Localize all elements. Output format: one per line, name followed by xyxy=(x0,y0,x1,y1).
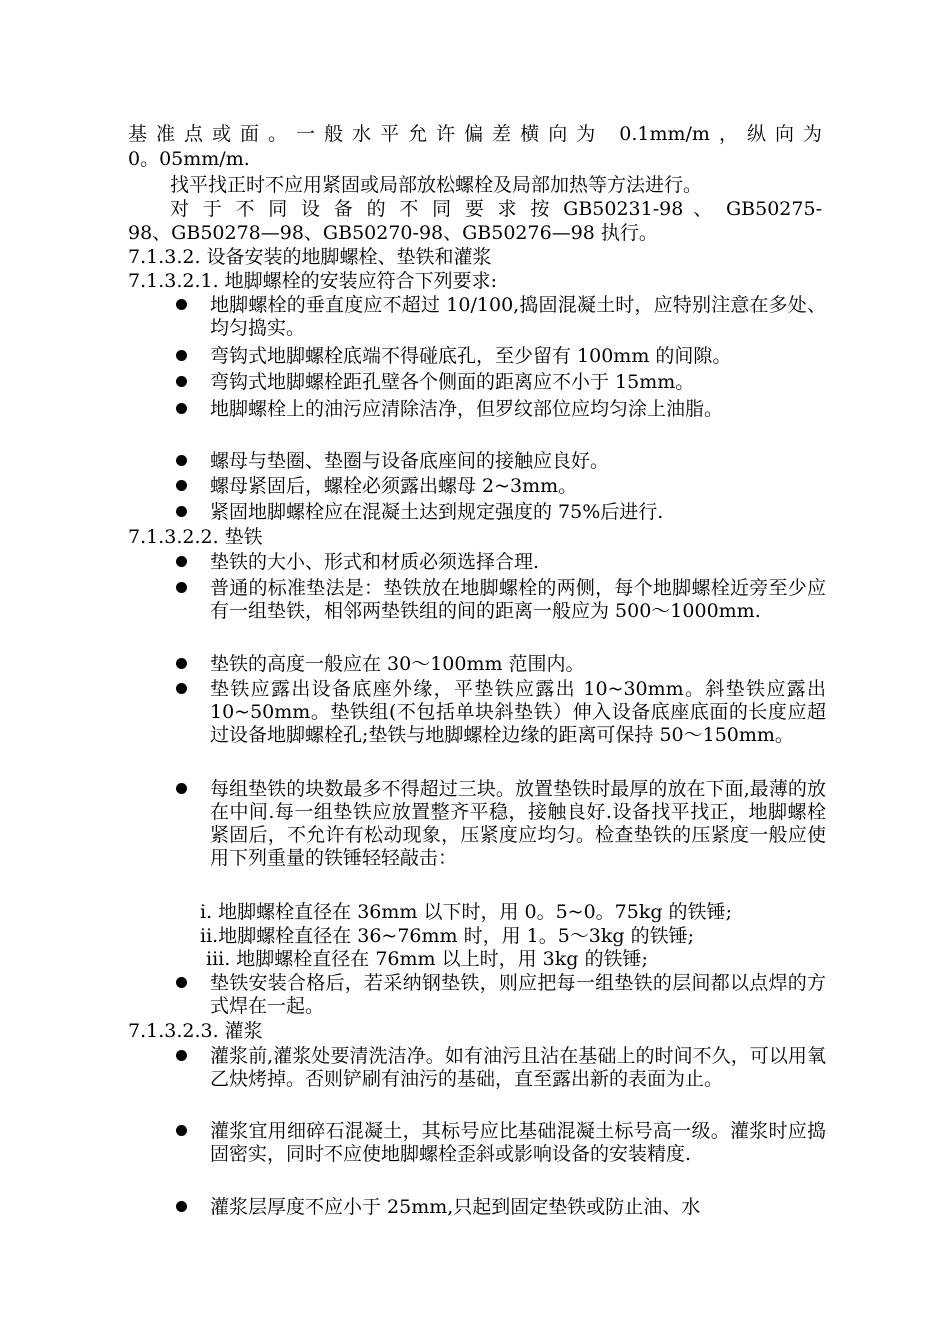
bullet-icon xyxy=(176,556,187,567)
bullet-icon xyxy=(176,455,187,466)
list-item xyxy=(176,972,826,1018)
bullet-icon xyxy=(176,376,187,387)
list-item xyxy=(176,653,826,676)
intro-line-5: 98、GB50278—98、GB50270-98、GB50276—98 执行。 xyxy=(128,222,658,244)
bullet-icon xyxy=(176,1050,187,1061)
section-heading-anchor-bolts: 7.1.3.2. 设备安装的地脚螺栓、垫铁和灌浆 xyxy=(128,246,492,268)
subsection-heading-anchor-requirements: 7.1.3.2.1. 地脚螺栓的安装应符合下列要求: xyxy=(128,270,498,292)
list-item-text: 螺母紧固后，螺栓必须露出螺母 2~3mm。 xyxy=(210,475,578,497)
list-item-text: 弯钩式地脚螺栓底端不得碰底孔，至少留有 100mm 的间隙。 xyxy=(210,345,732,367)
bullet-icon xyxy=(176,658,187,669)
list-item-text: 灌浆前,灌浆处要清洗洁净。如有油污且沾在基础上的时间不久，可以用氧乙炔烤掉。否则铲刷有油污的基础，直至露出新的表面为止。 xyxy=(210,1045,826,1090)
list-item xyxy=(176,371,826,394)
bullet-icon xyxy=(176,299,187,310)
list-item xyxy=(176,294,826,340)
list-item-text: 灌浆层厚度不应小于 25mm,只起到固定垫铁或防止油、水 xyxy=(210,1196,701,1218)
list-item xyxy=(176,551,826,574)
list-item-text: 垫铁的大小、形式和材质必须选择合理. xyxy=(210,551,540,573)
section-heading-shims: 7.1.3.2.2. 垫铁 xyxy=(128,526,263,548)
list-item-text: 灌浆宜用细碎石混凝土，其标号应比基础混凝土标号高一级。灌浆时应捣固密实，同时不应使地脚螺栓歪斜或影响设备的安装精度. xyxy=(210,1120,826,1165)
bullet-icon xyxy=(176,480,187,491)
bullet-icon xyxy=(176,403,187,414)
list-item-text: 每组垫铁的块数最多不得超过三块。放置垫铁时最厚的放在下面,最薄的放在中间.每一组垫铁应放置整齐平稳，接触良好.设备找平找正，地脚螺栓紧固后，不允许有松动现象，压紧度应均匀。检查垫铁的压紧度一般应使用下列重量的铁锤轻轻敲击： xyxy=(210,778,826,869)
list-item xyxy=(176,1045,826,1091)
intro-line-4: 对 于 不 同 设 备 的 不 同 要 求 按 GB50231-98 、 GB50275- xyxy=(170,198,822,220)
list-item xyxy=(176,345,826,368)
intro-line-2: 0。05mm/m. xyxy=(128,148,250,170)
list-item-text: 紧固地脚螺栓应在混凝土达到规定强度的 75%后进行. xyxy=(210,501,664,523)
roman-item-ii: ii.地脚螺栓直径在 36~76mm 时，用 1。5～3kg 的铁锤; xyxy=(200,925,695,947)
list-item xyxy=(176,678,826,747)
bullet-icon xyxy=(176,1201,187,1212)
bullet-icon xyxy=(176,977,187,988)
list-item xyxy=(176,778,826,870)
bullet-icon xyxy=(176,506,187,517)
bullet-icon xyxy=(176,683,187,694)
list-item-text: 地脚螺栓的垂直度应不超过 10/100,捣固混凝土时，应特别注意在多处、均匀捣实。 xyxy=(210,294,826,339)
list-item xyxy=(176,1196,826,1219)
list-item xyxy=(176,398,826,421)
bullet-icon xyxy=(176,350,187,361)
list-item-text: 螺母与垫圈、垫圈与设备底座间的接触应良好。 xyxy=(210,450,610,472)
section-heading-grouting: 7.1.3.2.3. 灌浆 xyxy=(128,1020,263,1042)
list-item-text: 垫铁的高度一般应在 30～100mm 范围内。 xyxy=(210,653,585,675)
list-item xyxy=(176,577,826,623)
list-item xyxy=(176,450,826,473)
list-item xyxy=(176,475,826,498)
intro-line-1: 基准点或面。一般水平允许偏差横向为 0.1mm/m，纵向为 xyxy=(128,123,822,145)
list-item xyxy=(176,1120,826,1166)
list-item xyxy=(176,501,826,524)
list-item-text: 垫铁应露出设备底座外缘，平垫铁应露出 10~30mm。斜垫铁应露出 10~50mm。垫铁组(不包括单块斜垫铁）伸入设备底座底面的长度应超过设备地脚螺栓孔;垫铁与地脚螺栓边缘的距离可保持 50～150mm。 xyxy=(210,678,826,746)
list-item-text: 地脚螺栓上的油污应清除洁净，但罗纹部位应均匀涂上油脂。 xyxy=(210,398,724,420)
list-item-text: 普通的标准垫法是：垫铁放在地脚螺栓的两侧，每个地脚螺栓近旁至少应有一组垫铁，相邻两垫铁组的间的距离一般应为 500～1000mm. xyxy=(210,577,826,622)
list-item-text: 弯钩式地脚螺栓距孔壁各个侧面的距离应不小于 15mm。 xyxy=(210,371,695,393)
roman-item-iii: iii. 地脚螺栓直径在 76mm 以上时，用 3kg 的铁锤; xyxy=(206,948,648,970)
bullet-icon xyxy=(176,1125,187,1136)
list-item-text: 垫铁安装合格后，若采纳钢垫铁，则应把每一组垫铁的层间都以点焊的方式焊在一起。 xyxy=(210,972,826,1017)
roman-item-i: i. 地脚螺栓直径在 36mm 以下时，用 0。5~0。75kg 的铁锤; xyxy=(200,901,732,923)
bullet-icon xyxy=(176,783,187,794)
bullet-icon xyxy=(176,582,187,593)
intro-line-3: 找平找正时不应用紧固或局部放松螺栓及局部加热等方法进行。 xyxy=(170,174,703,196)
